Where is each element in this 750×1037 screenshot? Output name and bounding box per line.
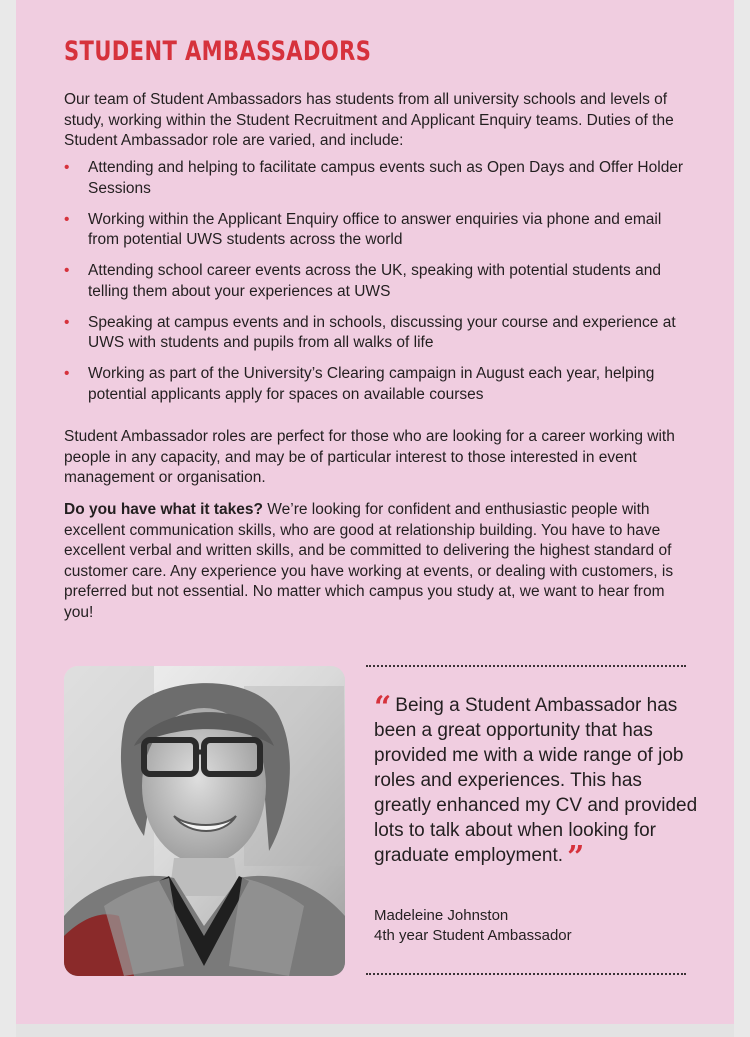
testimonial-quote: [374, 690, 704, 875]
page-margin-right: [734, 0, 750, 1037]
list-item: [64, 210, 694, 251]
open-quote-icon: “: [374, 690, 392, 725]
requirements-text: We’re looking for confident and enthusiastic people with excellent communication skills, who are good at relationship building. You have to have excellent verbal and written skills, and be committed to delivering the highest standard of customer care. Any experience you have working at events, or dealing with customers, is preferred but not essential. No matter which campus you study at, we want to hear from you!: [64, 501, 674, 621]
roles-paragraph: Student Ambassador roles are perfect for those who are looking for a career working with people in any capacity, and may be of particular interest to those interested in event management or organisation.: [64, 428, 675, 486]
author-role: 4th year Student Ambassador: [374, 927, 572, 944]
close-quote-icon: ”: [567, 840, 585, 875]
page-margin-left: [0, 0, 16, 1037]
duty-text: Working as part of the University’s Clearing campaign in August each year, helping potential applicants apply for spaces on available courses: [88, 365, 655, 403]
list-item: [64, 313, 694, 354]
bullet-icon: •: [64, 365, 70, 382]
bullet-icon: •: [64, 313, 70, 331]
divider-bottom: [366, 973, 686, 975]
duty-text: Working within the Applicant Enquiry office to answer enquiries via phone and email from potential UWS students across the world: [88, 210, 662, 248]
requirements-question: Do you have what it takes?: [64, 501, 263, 518]
bullet-icon: •: [64, 262, 70, 279]
section-heading: STUDENT AMBASSADORS: [64, 36, 372, 67]
author-name: Madeleine Johnston: [374, 907, 509, 924]
ambassador-photo: [64, 666, 345, 976]
bullet-icon: •: [64, 159, 70, 176]
duty-text: Speaking at campus events and in schools, discussing your course and experience at UWS with students and pupils from all walks of life: [88, 313, 676, 351]
list-item: [64, 261, 694, 302]
testimonial-attribution: [374, 906, 694, 946]
intro-paragraph: Our team of Student Ambassadors has students from all university schools and levels of study, working within the Student Recruitment and Applicant Enquiry teams. Duties of the Student Ambassador role are varied, and include:: [64, 91, 674, 149]
quote-text: Being a Student Ambassador has been a great opportunity that has provided me with a wide range of job roles and experiences. This has greatly enhanced my CV and provided lots to talk about when looking for graduate employment.: [374, 695, 698, 866]
duty-text: Attending school career events across the UK, speaking with potential students and telling them about your experiences at UWS: [88, 262, 661, 300]
divider-top: [366, 665, 686, 667]
list-item: [64, 364, 694, 405]
duties-list: [64, 158, 694, 416]
duty-text: Attending and helping to facilitate campus events such as Open Days and Offer Holder Sessions: [88, 159, 684, 197]
requirements-paragraph: [64, 500, 694, 623]
bullet-icon: •: [64, 210, 70, 228]
brochure-page: [16, 0, 734, 1024]
list-item: [64, 158, 694, 199]
